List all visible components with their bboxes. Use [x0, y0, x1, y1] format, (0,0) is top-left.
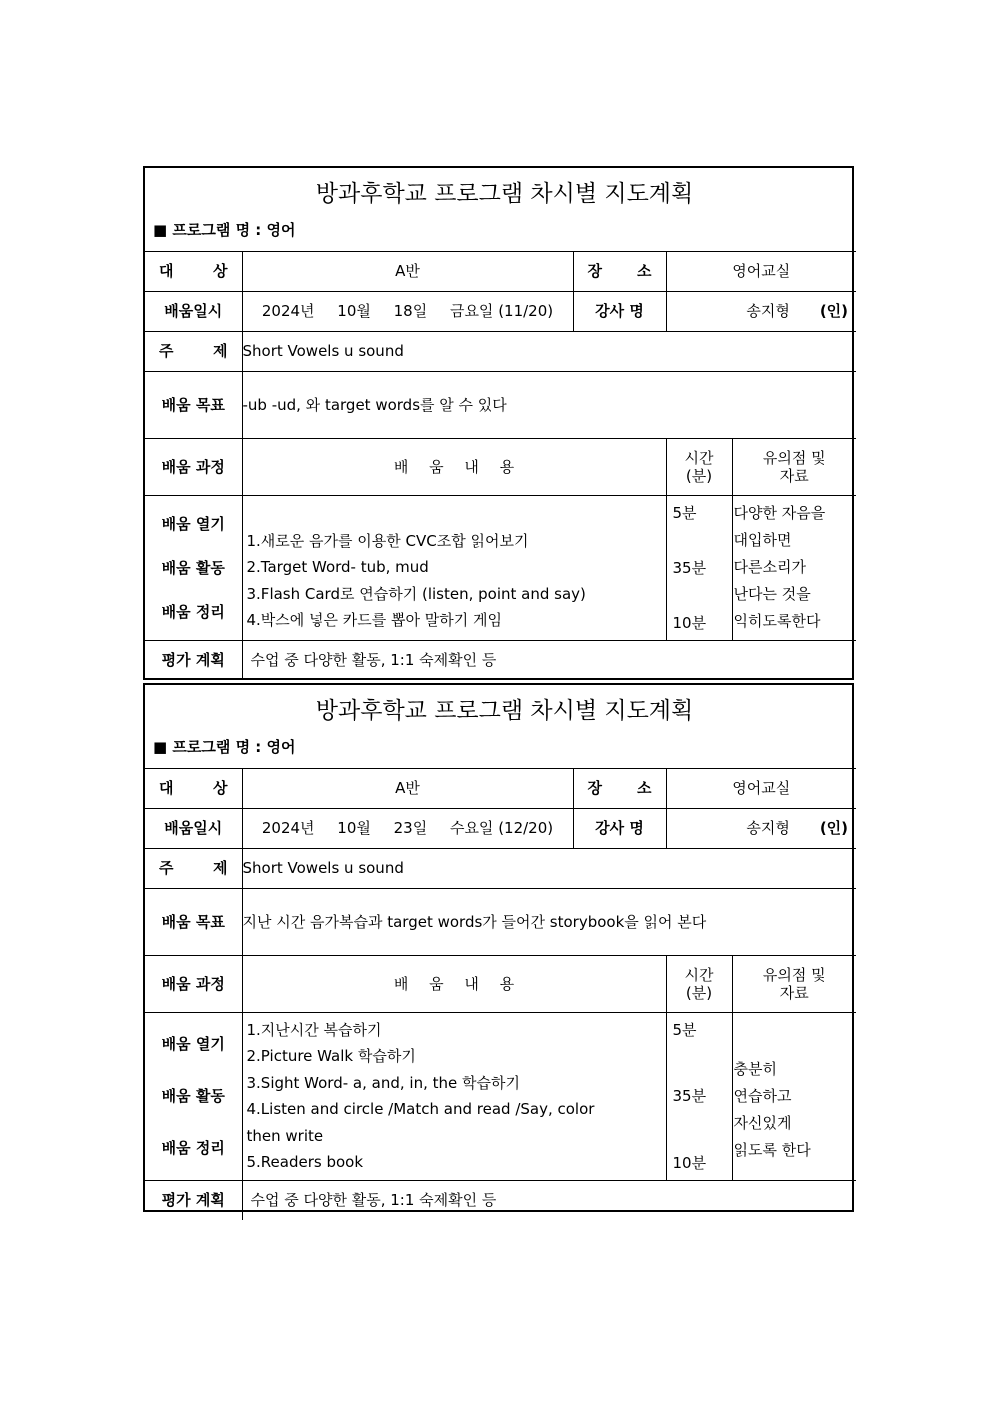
content-header: 배 움 내 용 — [242, 438, 666, 495]
note-line: 자신있게 — [733, 1113, 792, 1132]
notes-header: 유의점 및 자료 — [732, 438, 856, 495]
topic-value: Short Vowels u sound — [242, 331, 856, 371]
goal-value: -ub -ud, 와 target words를 알 수 있다 — [242, 371, 856, 438]
seal-mark: (인) — [819, 302, 849, 320]
goal-label: 배움 목표 — [145, 371, 242, 438]
teacher-label: 강사 명 — [573, 291, 666, 331]
teacher-value: 송지형 (인) — [666, 808, 856, 848]
note-line: 읽도록 한다 — [733, 1140, 811, 1159]
content-header: 배 움 내 용 — [242, 955, 666, 1012]
eval-value: 수업 중 다양한 활동, 1:1 숙제확인 등 — [242, 1180, 856, 1220]
note-line: 다양한 자음을 — [733, 504, 826, 522]
note-line: 연습하고 — [733, 1086, 792, 1105]
content-line: 4.박스에 넣은 카드를 뽑아 말하기 게임 — [246, 611, 503, 630]
content-cell — [242, 495, 666, 640]
content-line: 4.Listen and circle /Match and read /Say, color — [246, 1100, 595, 1118]
note-line: 익히도록한다 — [733, 612, 821, 630]
content-cell — [242, 1012, 666, 1180]
target-value: A반 — [242, 251, 573, 291]
teacher-label: 강사 명 — [573, 808, 666, 848]
time-activity: 35분 — [672, 1087, 707, 1105]
topic-label: 주 제 — [145, 331, 242, 371]
target-label: 대 상 — [145, 768, 242, 808]
lesson-plan-1 — [143, 166, 854, 680]
target-value: A반 — [242, 768, 573, 808]
place-value: 영어교실 — [666, 768, 856, 808]
time-close: 10분 — [672, 613, 707, 632]
time-header: 시간 (분) — [666, 438, 732, 495]
note-line — [734, 1029, 857, 1056]
note-line: 난다는 것을 — [733, 585, 811, 603]
stage-open: 배움 열기 — [161, 1035, 225, 1054]
goal-value: 지난 시간 음가복습과 target words가 들어간 storybook을 읽어 본다 — [242, 888, 856, 955]
stages-cell — [145, 1012, 242, 1180]
process-label: 배움 과정 — [145, 955, 242, 1012]
goal-label: 배움 목표 — [145, 888, 242, 955]
stage-activity: 배움 활동 — [161, 558, 225, 577]
plan-header — [145, 685, 856, 768]
content-line: 2.Target Word- tub, mud — [246, 558, 429, 577]
target-label: 대 상 — [145, 251, 242, 291]
teacher-value: 송지형 (인) — [666, 291, 856, 331]
plan-header — [145, 168, 856, 251]
eval-value: 수업 중 다양한 활동, 1:1 숙제확인 등 — [242, 640, 856, 680]
date-label: 배움일시 — [145, 291, 242, 331]
eval-label: 평가 계획 — [145, 1180, 242, 1220]
time-open: 5분 — [672, 1020, 697, 1039]
place-label: 장 소 — [573, 251, 666, 291]
content-line: 5.Readers book — [246, 1153, 364, 1171]
topic-label: 주 제 — [145, 848, 242, 888]
content-line: 3.Flash Card로 연습하기 (listen, point and say) — [246, 584, 586, 603]
time-open: 5분 — [672, 503, 697, 522]
time-cell — [666, 495, 732, 640]
content-line: 3.Sight Word- a, and, in, the 학습하기 — [246, 1073, 520, 1092]
seal-mark: (인) — [819, 819, 849, 837]
program-name: ■ 프로그램 명 : 영어 — [153, 738, 296, 757]
note-line: 충분히 — [733, 1059, 777, 1078]
content-line: then write — [246, 1126, 324, 1145]
notes-cell — [732, 495, 856, 640]
process-label: 배움 과정 — [145, 438, 242, 495]
eval-label: 평가 계획 — [145, 640, 242, 680]
stages-cell — [145, 495, 242, 640]
content-line: 2.Picture Walk 학습하기 — [246, 1047, 416, 1065]
note-line: 다른소리가 — [733, 558, 806, 576]
time-activity: 35분 — [672, 558, 707, 577]
notes-header: 유의점 및 자료 — [732, 955, 856, 1012]
notes-cell — [732, 1012, 856, 1180]
time-close: 10분 — [672, 1153, 707, 1172]
stage-activity: 배움 활동 — [161, 1086, 225, 1105]
stage-close: 배움 정리 — [161, 602, 225, 621]
plan-table — [145, 685, 856, 1220]
lesson-plan-2 — [143, 683, 854, 1212]
stage-open: 배움 열기 — [161, 514, 225, 533]
plan-title: 방과후학교 프로그램 차시별 지도계획 — [315, 181, 694, 208]
time-header: 시간 (분) — [666, 955, 732, 1012]
date-value: 2024년 10월 18일 금요일 (11/20) — [242, 291, 573, 331]
content-line: 1.새로운 음가를 이용한 CVC조합 읽어보기 — [246, 531, 529, 550]
stage-close: 배움 정리 — [161, 1138, 225, 1157]
note-line: 대입하면 — [733, 531, 792, 549]
program-name: ■ 프로그램 명 : 영어 — [153, 221, 296, 240]
time-cell — [666, 1012, 732, 1180]
date-value: 2024년 10월 23일 수요일 (12/20) — [242, 808, 573, 848]
topic-value: Short Vowels u sound — [242, 848, 856, 888]
place-value: 영어교실 — [666, 251, 856, 291]
content-line: 1.지난시간 복습하기 — [246, 1020, 382, 1039]
place-label: 장 소 — [573, 768, 666, 808]
content-line — [247, 501, 662, 528]
plan-title: 방과후학교 프로그램 차시별 지도계획 — [315, 698, 694, 725]
plan-table — [145, 168, 856, 680]
date-label: 배움일시 — [145, 808, 242, 848]
